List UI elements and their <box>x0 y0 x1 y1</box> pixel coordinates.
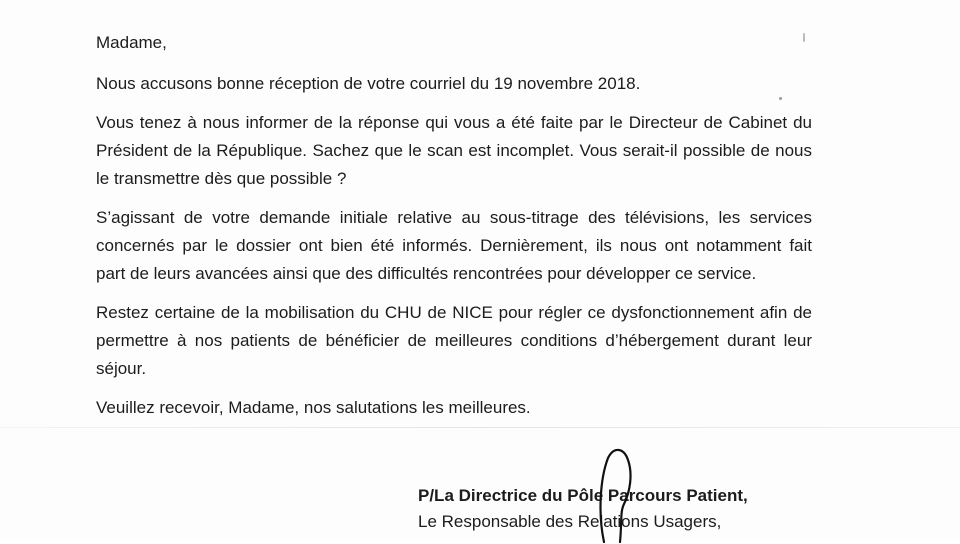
signatory-title: P/La Directrice du Pôle Parcours Patient, <box>418 486 748 505</box>
handwritten-signature <box>590 444 650 544</box>
paragraph-line: le transmettre dès que possible ? <box>96 169 347 188</box>
paragraph-line: séjour. <box>96 359 147 378</box>
signatory-subtitle: Le Responsable des Relations Usagers, <box>418 512 722 531</box>
closing-paragraph <box>96 394 812 422</box>
greeting <box>96 29 812 57</box>
paragraph-mobilisation <box>96 299 812 383</box>
closing-text: Veuillez recevoir, Madame, nos salutations les meilleures. <box>96 398 531 417</box>
scan-speck <box>779 97 782 100</box>
acknowledgement-text: Nous accusons bonne réception de votre courriel du 19 novembre 2018. <box>96 74 641 93</box>
paragraph-subtitling <box>96 204 812 288</box>
paragraph-line: concernés par le dossier ont bien été informés. Dernièrement, ils nous ont notamment fait <box>96 236 812 255</box>
paragraph-line: part de leurs avancées ainsi que des difficultés rencontrées pour développer ce service. <box>96 264 757 283</box>
paragraph-line: S’agissant de votre demande initiale relative au sous-titrage des télévisions, les services <box>96 208 812 227</box>
paragraph-line: Restez certaine de la mobilisation du CHU de NICE pour régler ce dysfonctionnement afin de <box>96 303 812 322</box>
paragraph-scan-request <box>96 109 812 193</box>
paragraph-line: Président de la République. Sachez que le scan est incomplet. Vous serait-il possible de nous <box>96 141 812 160</box>
scan-speck <box>803 33 805 42</box>
letter-body <box>96 29 812 432</box>
paragraph-line: permettre à nos patients de bénéficier de meilleures conditions d’hébergement durant leur <box>96 331 812 350</box>
greeting-text: Madame, <box>96 33 167 52</box>
paragraph-line: Vous tenez à nous informer de la réponse qui vous a été faite par le Directeur de Cabinet du <box>96 113 812 132</box>
paper-fold-line <box>0 427 960 428</box>
acknowledgement-paragraph <box>96 70 812 98</box>
